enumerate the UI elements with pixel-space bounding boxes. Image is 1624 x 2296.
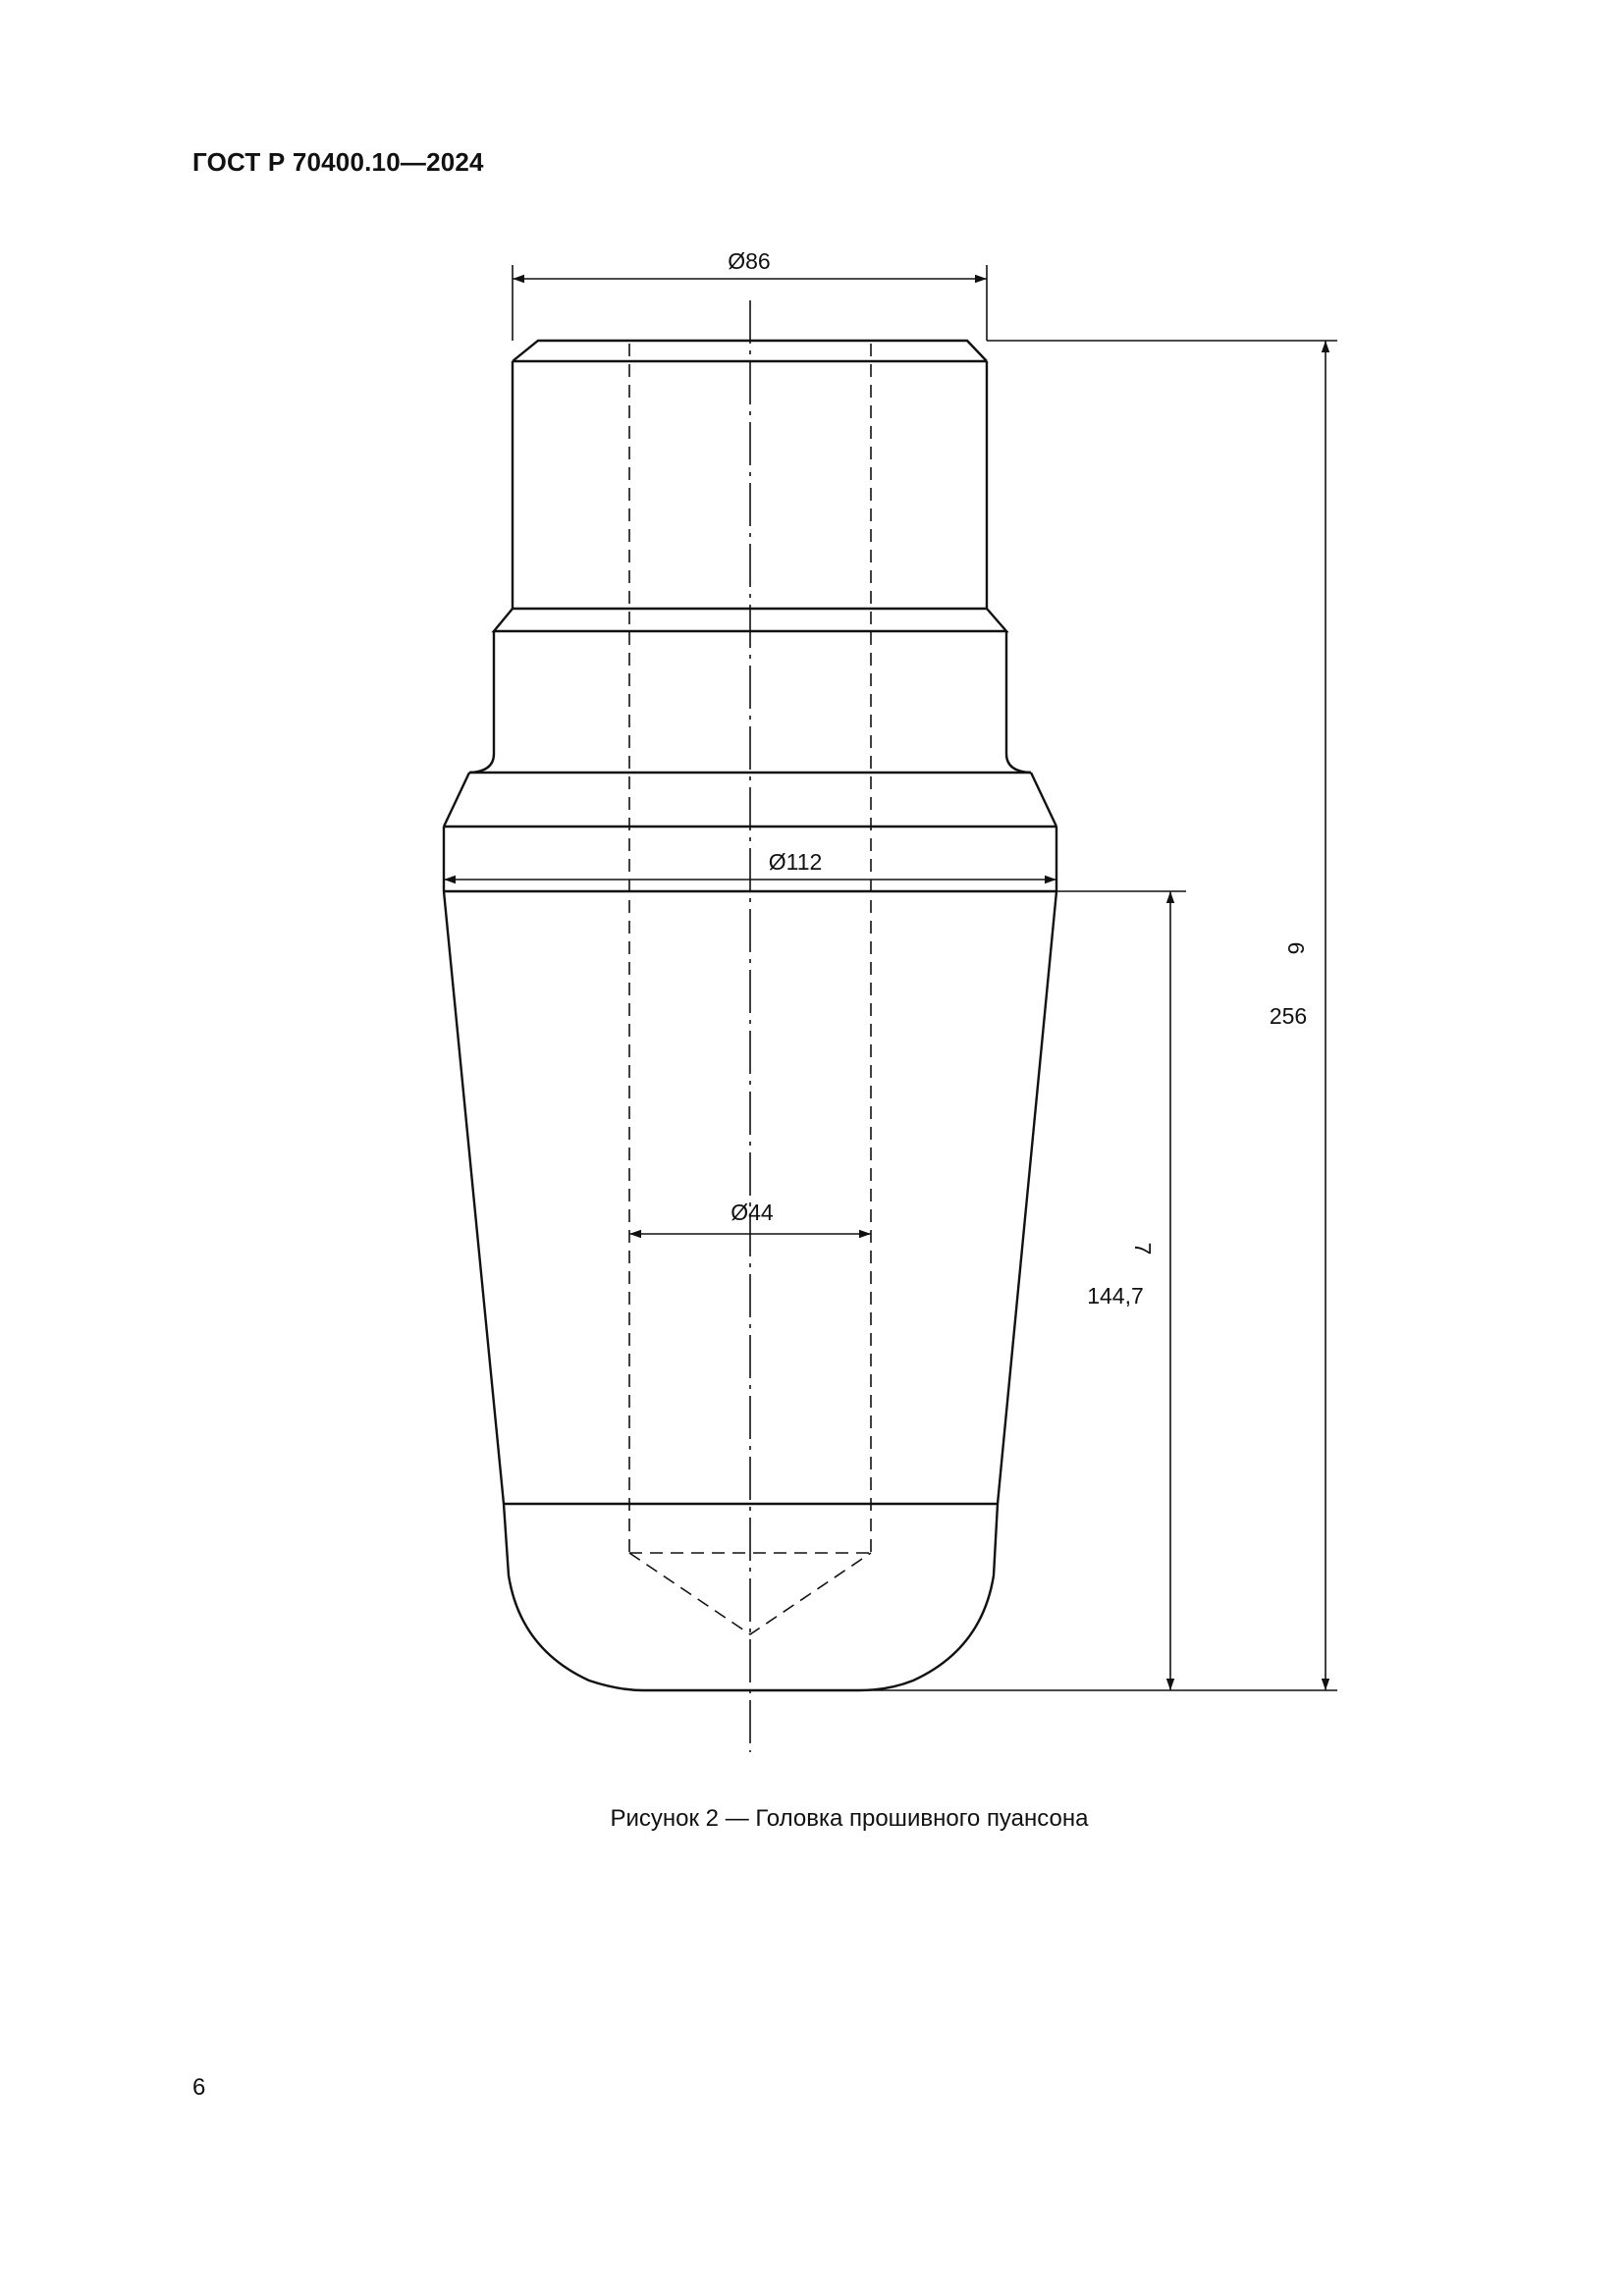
bore-diameter-label: Ø44 bbox=[731, 1200, 774, 1225]
lower-height-label: 144,7 bbox=[1087, 1283, 1144, 1308]
collar-diameter-label: Ø112 bbox=[768, 849, 823, 875]
figure-caption: Рисунок 2 — Головка прошивного пуансона bbox=[610, 1805, 1089, 1832]
document-header: ГОСТ Р 70400.10—2024 bbox=[192, 147, 484, 177]
total-height-label: 256 bbox=[1269, 1003, 1308, 1029]
lower-height-note: 7 bbox=[1130, 1242, 1156, 1255]
dimension-total-height bbox=[864, 341, 1337, 1690]
total-height-note: 6 bbox=[1283, 941, 1309, 955]
page-number: 6 bbox=[192, 2074, 206, 2101]
top-diameter-label: Ø86 bbox=[728, 248, 771, 274]
